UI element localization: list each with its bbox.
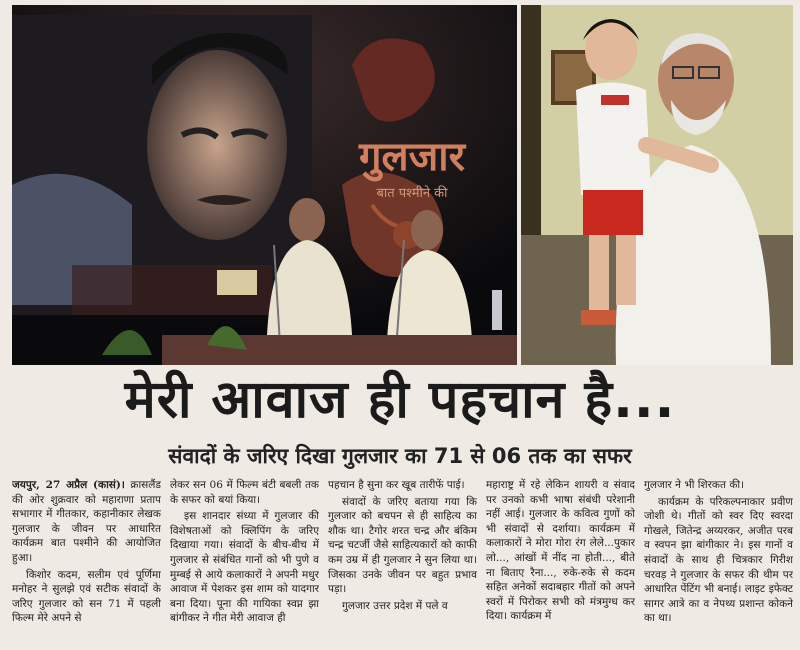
article-body	[12, 478, 793, 646]
article-column-1	[12, 478, 161, 646]
paragraph	[12, 478, 161, 566]
paragraph: लेकर सन 06 में फिल्म बंटी बबली तक के सफर को बयां किया।	[170, 479, 319, 506]
paragraph: इस शानदार संध्या में गुलजार की विशेषताओं को क्लिपिंग के जरिए दिखाया गया। संवादों के बीच-बीच में गुलजार से संबंधित गानों को भी पुणे व मुम्बई से आये कलाकारों ने अपनी मधुर आवाज में पेशकर इस शाम को यादगार बना दिया। पूना की गायिका स्वप्न झा बांगीकर ने गीत मेरी आवाज ही	[170, 510, 319, 625]
paragraph: गुलजार उत्तर प्रदेश में पले व	[342, 599, 448, 612]
article-column-3	[328, 478, 477, 646]
article-column-5	[644, 478, 793, 646]
article-column-2	[170, 478, 319, 646]
dateline: जयपुर, 27 अप्रैल (कासं)।	[12, 479, 125, 491]
paragraph: संवादों के जरिए बताया गया कि गुलजार को बचपन से ही साहित्य का शौक था। टैगोर शरत चन्द्र और बंकिम चन्द्र चटर्जी जैसे साहित्यकारों को काफी कम उम्र में ही गुलजार ने सुन लिया था। जिसका उनके जीवन पर बहुत प्रभाव पड़ा।	[328, 495, 477, 596]
paragraph: कार्यक्रम के परिकल्पनाकार प्रवीण जोशी थे। गीतों को स्वर दिए स्वरदा गोखले, जितेन्द्र अय्यरकर, अजीत परब व स्वपन झा बांगीकार ने। इस गानों व संवादों के साथ ही चित्रकार गिरीश चरवड़ ने गुलजार के सफर की थीम पर आधारित पेंटिंग भी बनाई। लाइट इफेक्ट सागर आत्रे का व नेपथ्य प्रशान्त कोकने का था।	[644, 495, 793, 625]
stage-event-photo	[12, 5, 517, 365]
headline: मेरी आवाज ही पहचान है...	[124, 370, 676, 430]
paragraph-text: क्रासलैंड की ओर शुक्रवार को महाराणा प्रताप सभागार में गीतकार, कहानीकार लेखक गुलजार के जीवन पर आधारित कार्यक्रम बात पश्मीने की आयोजित हुआ।	[12, 479, 161, 564]
paragraph: महाराष्ट्र में रहे लेकिन शायरी व संवाद पर उनको कभी भाषा संबंधी परेशानी नहीं आई। गुलजार के कवित्व गुणों को भी संवादों से दर्शाया। कार्यक्रम में कलाकारों ने मोरा गोरा रंग लेले...पुकार लो..., आंखों में नींद ना होती..., बीते ना बिताए रैना..., रुके-रुके से कदम सहित अनेकों सदाबहार गीतों को अपने स्वरों में पिरोकर सभी को मंत्रमुग्ध कर दिया। कार्यक्रम में	[486, 479, 635, 623]
paragraph: किशोर कदम, सलीम एवं पूर्णिमा मनोहर ने सुलझे एवं सटीक संवादों के जरिए गुलजार को सन 71 में पहली फिल्म मेरे अपने से	[12, 568, 161, 625]
subheadline: संवादों के जरिए दिखा गुलजार का 71 से 06 तक का सफर	[168, 444, 632, 468]
gulzar-with-child-photo	[521, 5, 793, 365]
banner-subtitle: बात पश्मीने की	[376, 186, 448, 201]
paragraph: पहचान है सुना कर खूब तारीफें पाई।	[328, 479, 465, 491]
article-column-4	[486, 478, 635, 646]
paragraph: गुलजार ने भी शिरकत की।	[644, 479, 745, 491]
banner-title: गुलजार	[358, 134, 466, 180]
